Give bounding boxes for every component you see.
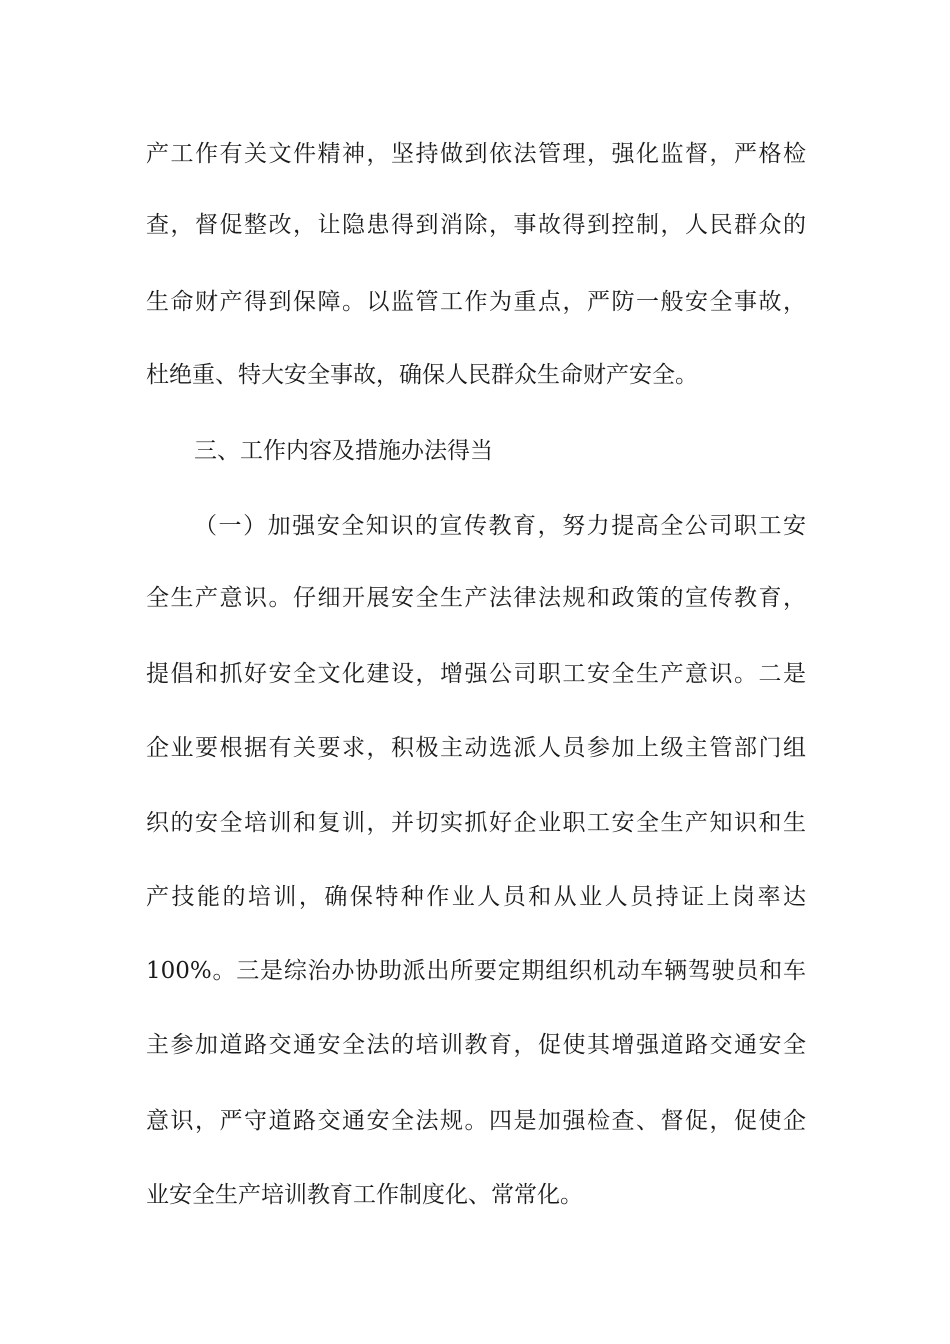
- paragraph-line: 企业要根据有关要求，积极主动选派人员参加上级主管部门组: [146, 735, 806, 761]
- paragraph-line: 生命财产得到保障。以监管工作为重点，严防一般安全事故，: [146, 289, 806, 315]
- paragraph-line: 产技能的培训，确保特种作业人员和从业人员持证上岗率达: [146, 884, 806, 910]
- section-heading: 三、工作内容及措施办法得当: [194, 438, 493, 464]
- paragraph-line: 产工作有关文件精神，坚持做到依法管理，强化监督，严格检: [146, 141, 806, 167]
- paragraph-line: 提倡和抓好安全文化建设，增强公司职工安全生产意识。二是: [146, 661, 806, 687]
- paragraph-line: 全生产意识。仔细开展安全生产法律法规和政策的宣传教育，: [146, 585, 806, 611]
- paragraph-line: 主参加道路交通安全法的培训教育，促使其增强道路交通安全: [146, 1032, 806, 1058]
- paragraph-line: （一）加强安全知识的宣传教育，努力提高全公司职工安: [194, 513, 806, 539]
- paragraph-line: 杜绝重、特大安全事故，确保人民群众生命财产安全。: [146, 362, 698, 388]
- paragraph-line: 查，督促整改，让隐患得到消除，事故得到控制，人民群众的: [146, 212, 806, 238]
- paragraph-line: 意识，严守道路交通安全法规。四是加强检查、督促，促使企: [146, 1108, 806, 1134]
- paragraph-line: 100%。三是综治办协助派出所要定期组织机动车辆驾驶员和车: [146, 958, 806, 984]
- paragraph-line: 织的安全培训和复训，并切实抓好企业职工安全生产知识和生: [146, 810, 806, 836]
- paragraph-line: 业安全生产培训教育工作制度化、常常化。: [146, 1182, 583, 1208]
